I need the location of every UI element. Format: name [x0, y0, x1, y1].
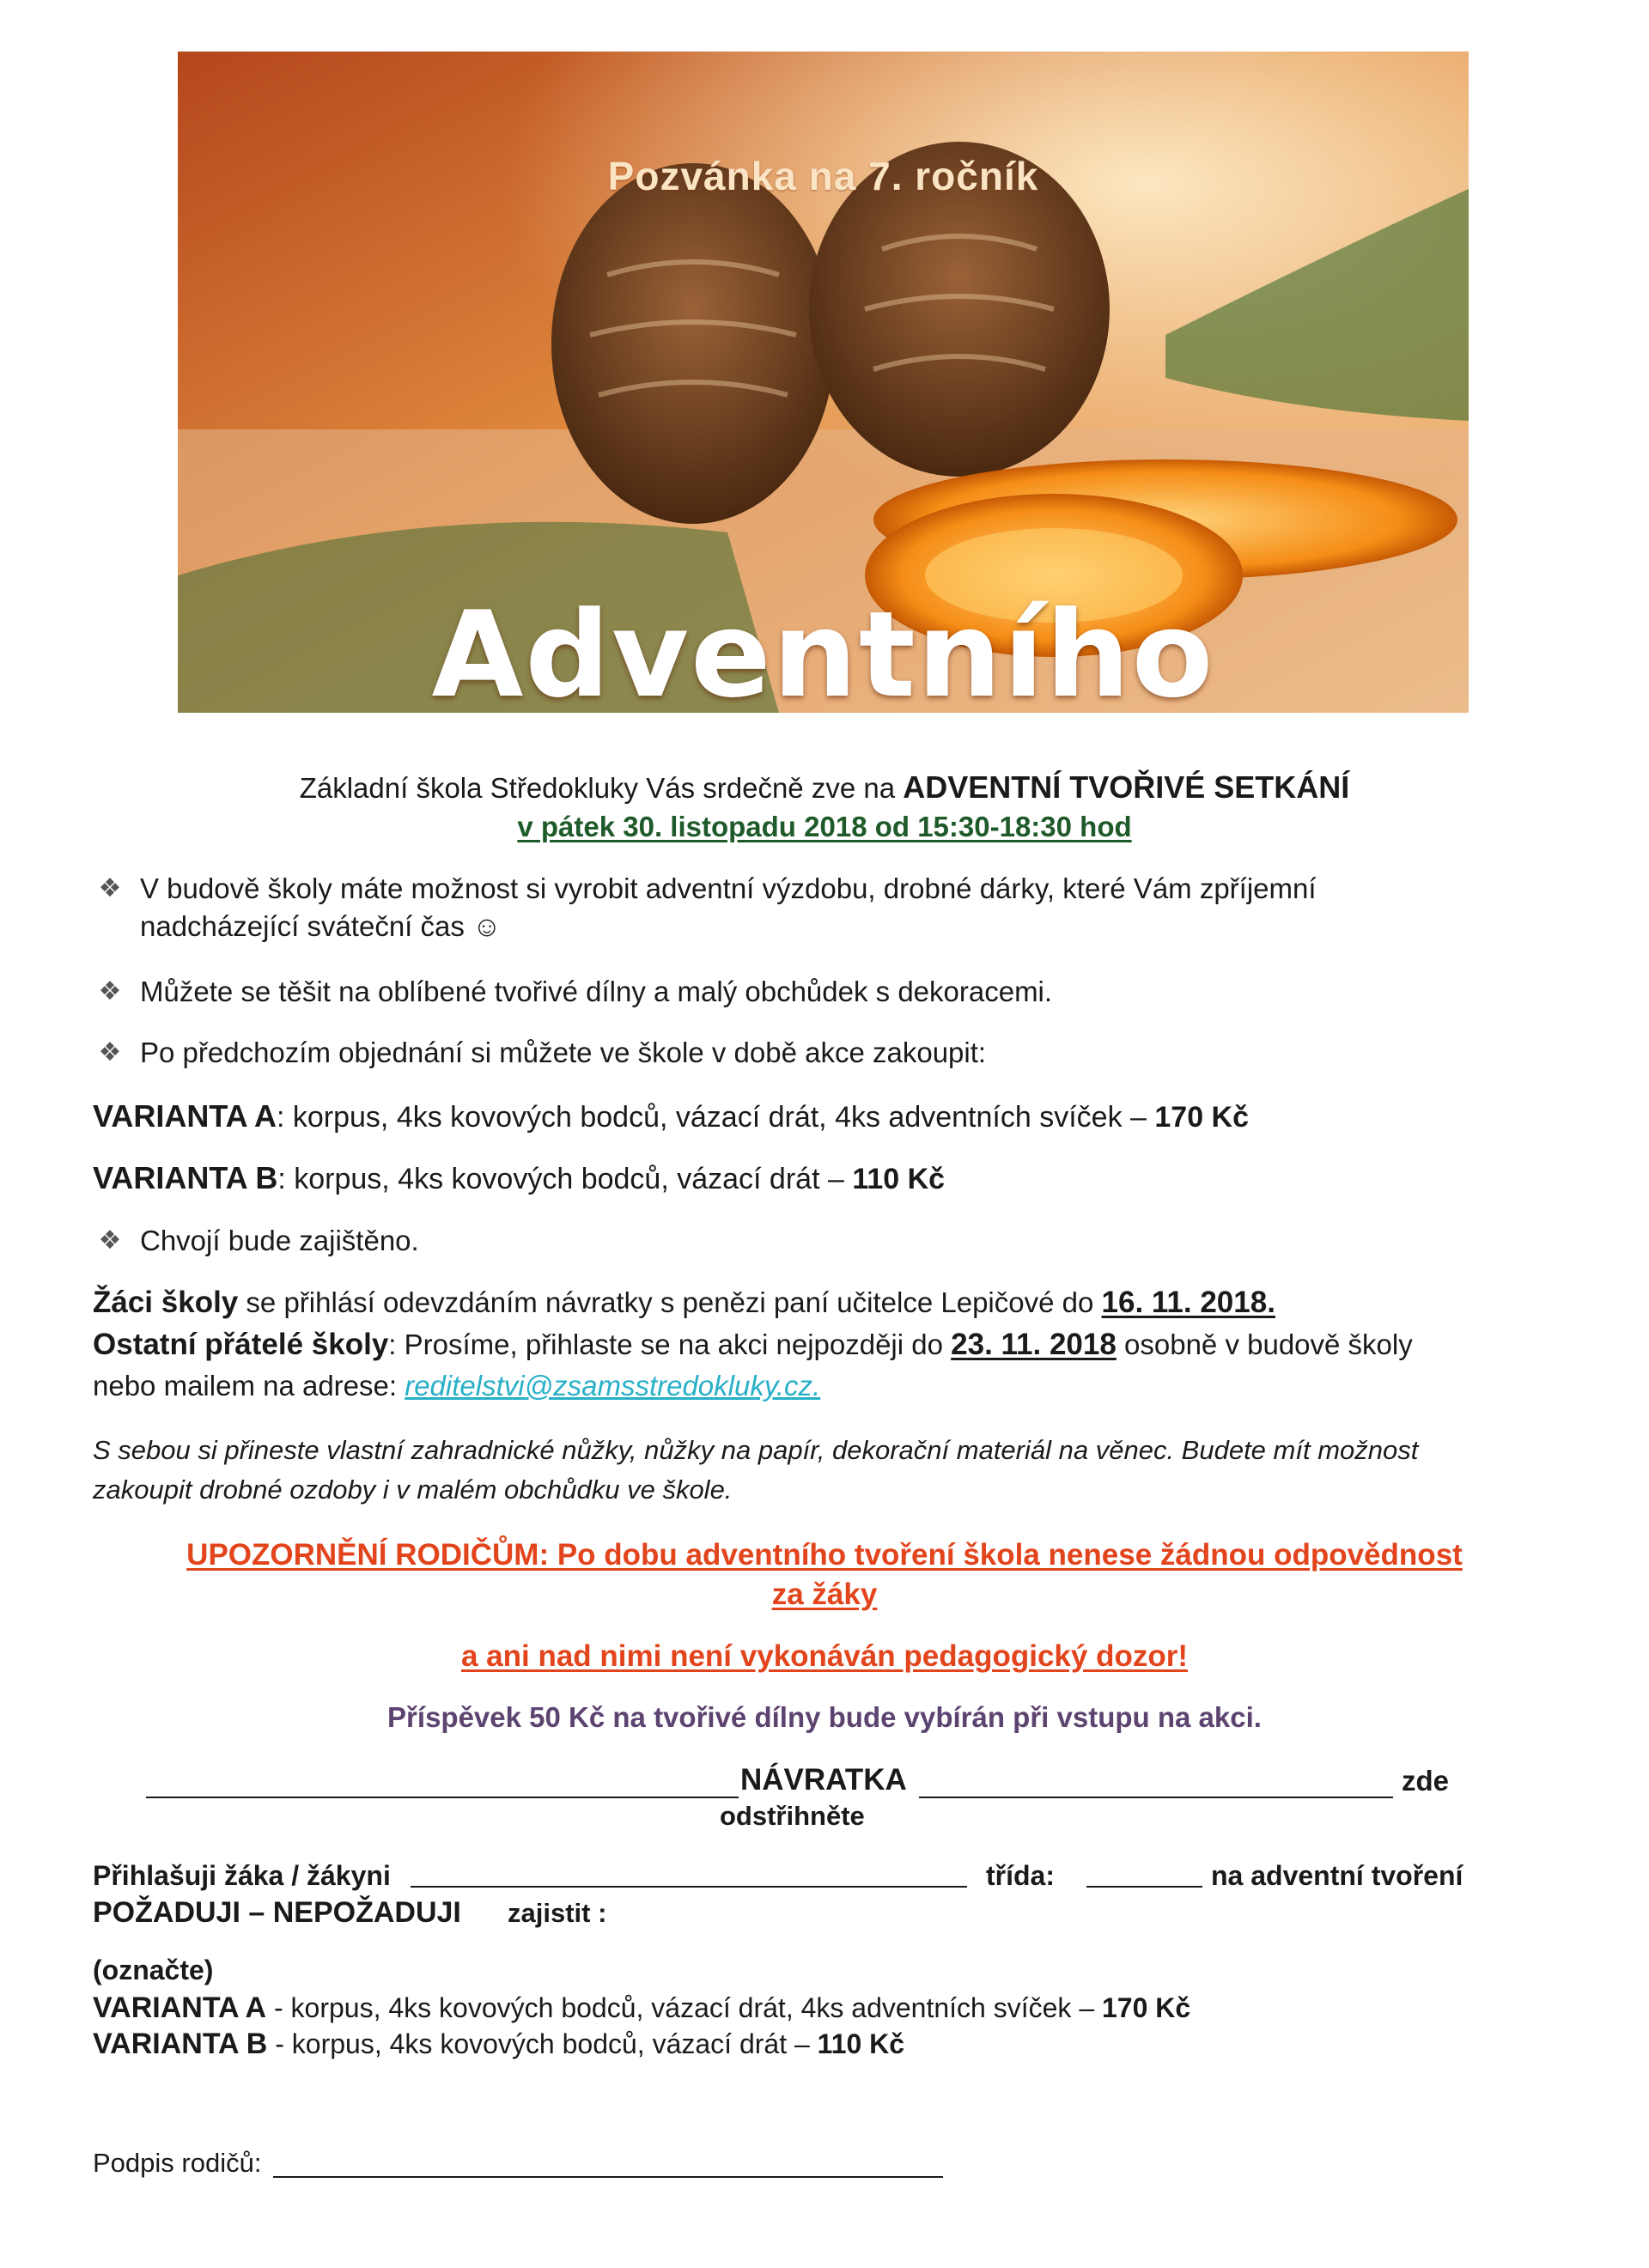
- student-name-field[interactable]: [411, 1886, 967, 1888]
- signature-field[interactable]: [273, 2176, 943, 2178]
- bullet-icon: ❖: [98, 1226, 122, 1255]
- friends-text-2: osobně v budově školy: [1116, 1329, 1413, 1360]
- bullet-icon: ❖: [98, 874, 122, 903]
- variant-b-price: 110 Kč: [852, 1163, 946, 1195]
- slip-cut-instruction: odstřihněte: [720, 1801, 865, 1831]
- intro-line: [0, 769, 1649, 806]
- variant-a-text: : korpus, 4ks kovových bodců, vázací drát, 4ks adventních svíček –: [276, 1101, 1155, 1134]
- bullet-icon: ❖: [98, 1038, 122, 1067]
- warning-line-1: UPOZORNĚNÍ RODIČŮM: Po dobu adventního tvoření škola nenese žádnou odpovědnost: [186, 1538, 1463, 1572]
- banner-title: Adventního: [431, 586, 1215, 713]
- bullet-1-line-2: nadcházející sváteční čas ☺: [140, 910, 502, 942]
- signature-label: Podpis rodičů:: [93, 2148, 262, 2178]
- bring-line-2: zakoupit drobné ozdoby i v malém obchůdku ve škole.: [93, 1475, 733, 1505]
- bring-line-1: S sebou si přineste vlastní zahradnické nůžky, nůžky na papír, dekorační materiál na věnec. Budete mít možnost: [93, 1435, 1419, 1465]
- students-label: Žáci školy: [93, 1286, 239, 1319]
- warning-line-3: a ani nad nimi není vykonáván pedagogický dozor!: [460, 1639, 1188, 1673]
- variant-a-price: 170 Kč: [1154, 1101, 1250, 1134]
- class-field[interactable]: [1086, 1886, 1202, 1888]
- friends-text: : Prosíme, přihlaste se na akci nejpozději do: [388, 1329, 952, 1360]
- variant-a-label: VARIANTA A: [93, 1098, 277, 1134]
- bullet-4: Chvojí bude zajištěno.: [140, 1225, 419, 1256]
- mail-text: nebo mailem na adrese:: [93, 1370, 405, 1402]
- slip-here: zde: [1402, 1765, 1450, 1797]
- variant-a: [93, 1098, 1249, 1135]
- slip-variant-a-label: VARIANTA A: [93, 1991, 267, 2024]
- bullet-1-line-1: V budově školy máte možnost si vyrobit adventní výzdobu, drobné dárky, které Vám zpříjemní: [140, 873, 1317, 904]
- slip-variant-a-price: 170 Kč: [1102, 1992, 1191, 2023]
- friends-label: Ostatní přátelé školy: [93, 1328, 389, 1361]
- bullet-2: Můžete se těšit na oblíbené tvořivé dílny a malý obchůdek s dekoracemi.: [140, 976, 1053, 1007]
- enroll-label: Přihlašuji žáka / žákyni: [93, 1860, 391, 1891]
- slip-variant-a-text: - korpus, 4ks kovových bodců, vázací drát, 4ks adventních svíček –: [266, 1992, 1102, 2023]
- slip-variant-b-price: 110 Kč: [817, 2028, 905, 2059]
- slip-variant-a[interactable]: [93, 1991, 1190, 2026]
- require-choice: POŽADUJI – NEPOŽADUJI: [93, 1896, 461, 1929]
- friends-deadline: 23. 11. 2018: [951, 1328, 1117, 1361]
- students-text: se přihlásí odevzdáním návratky s penězi paní učitelce Lepičové do: [238, 1286, 1102, 1318]
- slip-variant-b-text: - korpus, 4ks kovových bodců, vázací drát –: [267, 2028, 818, 2059]
- variant-b-text: : korpus, 4ks kovových bodců, vázací drát –: [277, 1163, 853, 1195]
- friends-registration: [93, 1327, 1413, 1363]
- students-registration: [93, 1285, 1275, 1321]
- event-date: v pátek 30. listopadu 2018 od 15:30-18:30 hod: [517, 811, 1132, 842]
- banner-image: [178, 52, 1469, 713]
- slip-variant-b-label: VARIANTA B: [93, 2028, 268, 2060]
- bullet-icon: ❖: [98, 977, 122, 1006]
- fee-note: Příspěvek 50 Kč na tvořivé dílny bude vybírán při vstupu na akci.: [387, 1701, 1262, 1733]
- warning-line-2: za žáky: [771, 1578, 878, 1611]
- mark-instruction: (označte): [93, 1955, 214, 1985]
- intro-event-name: ADVENTNÍ TVOŘIVÉ SETKÁNÍ: [903, 769, 1350, 805]
- email-link[interactable]: reditelstvi@zsamsstredokluky.cz.: [405, 1370, 821, 1402]
- event-label: na adventní tvoření: [1211, 1860, 1463, 1891]
- bullet-3: Po předchozím objednání si můžete ve škole v době akce zakoupit:: [140, 1037, 987, 1068]
- banner-subtitle: Pozvánka na 7. ročník: [607, 154, 1039, 198]
- slip-variant-b[interactable]: [93, 2027, 904, 2062]
- slip-title: NÁVRATKA: [740, 1763, 907, 1797]
- mail-line: [93, 1369, 820, 1403]
- class-label: třída:: [986, 1860, 1055, 1891]
- intro-text: Základní škola Středokluky Vás srdečně zve na: [299, 772, 904, 804]
- cut-line-left: [146, 1797, 739, 1798]
- arrange-label: zajistit :: [508, 1898, 607, 1928]
- students-deadline: 16. 11. 2018.: [1101, 1286, 1275, 1319]
- cut-line-right: [919, 1797, 1393, 1798]
- variant-b-label: VARIANTA B: [93, 1160, 278, 1195]
- variant-b: [93, 1159, 945, 1197]
